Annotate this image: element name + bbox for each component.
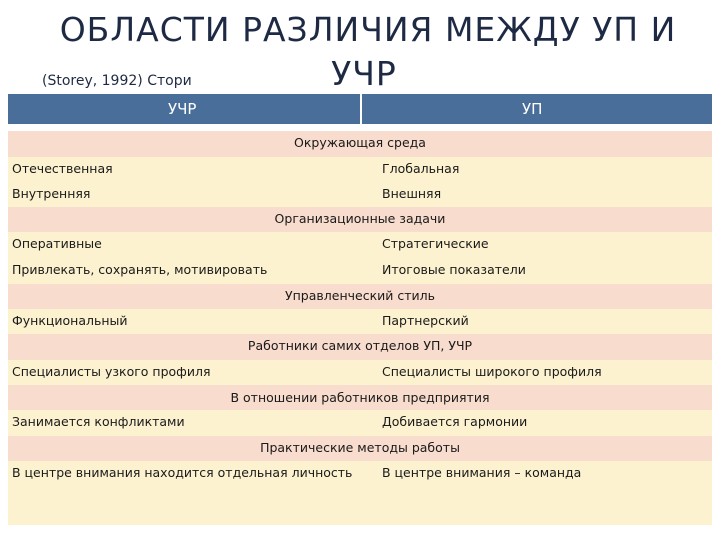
table-row xyxy=(8,410,712,436)
page-title-line1: ОБЛАСТИ РАЗЛИЧИЯ МЕЖДУ УП И xyxy=(59,10,677,49)
page-title-line2: УЧР xyxy=(331,54,397,93)
cell-uchr: В центре внимания находится отдельная личность xyxy=(12,465,353,480)
cell-uchr: Специалисты узкого профиля xyxy=(12,364,211,379)
table-row xyxy=(8,157,712,182)
cell-uchr: Оперативные xyxy=(12,236,102,251)
section-row xyxy=(8,334,712,360)
comparison-table xyxy=(8,131,712,525)
table-row xyxy=(8,360,712,385)
table-row xyxy=(8,232,712,257)
header-label-up: УП xyxy=(522,100,543,118)
header-label-uchr: УЧР xyxy=(168,100,197,118)
cell-up: Глобальная xyxy=(382,161,460,176)
table-row xyxy=(8,182,712,207)
section-title: В отношении работников предприятия xyxy=(230,390,490,405)
header-cell-uchr xyxy=(8,94,360,124)
cell-up: Итоговые показатели xyxy=(382,262,526,277)
cell-uchr: Функциональный xyxy=(12,313,128,328)
section-row xyxy=(8,385,712,410)
section-row xyxy=(8,207,712,232)
cell-uchr: Внутренняя xyxy=(12,186,91,201)
cell-up: В центре внимания – команда xyxy=(382,465,582,480)
cell-uchr: Занимается конфликтами xyxy=(12,414,185,429)
cell-up: Добивается гармонии xyxy=(382,414,528,429)
cell-up: Специалисты широкого профиля xyxy=(382,364,602,379)
cell-up: Стратегические xyxy=(382,236,489,251)
section-row xyxy=(8,131,712,157)
source-citation: (Storey, 1992) Стори xyxy=(42,73,192,89)
section-title: Практические методы работы xyxy=(260,440,460,455)
cell-uchr: Отечественная xyxy=(12,161,113,176)
cell-uchr: Привлекать, сохранять, мотивировать xyxy=(12,262,268,277)
section-row xyxy=(8,436,712,461)
section-title: Управленческий стиль xyxy=(285,288,435,303)
table-row xyxy=(8,257,712,284)
table-row xyxy=(8,461,712,486)
section-row xyxy=(8,284,712,309)
cell-up: Внешняя xyxy=(382,186,442,201)
section-title: Работники самих отделов УП, УЧР xyxy=(247,338,473,353)
header-cell-up xyxy=(362,94,712,124)
cell-up: Партнерский xyxy=(382,313,469,328)
table-row xyxy=(8,309,712,334)
section-title: Организационные задачи xyxy=(274,211,446,226)
section-title: Окружающая среда xyxy=(294,135,426,150)
